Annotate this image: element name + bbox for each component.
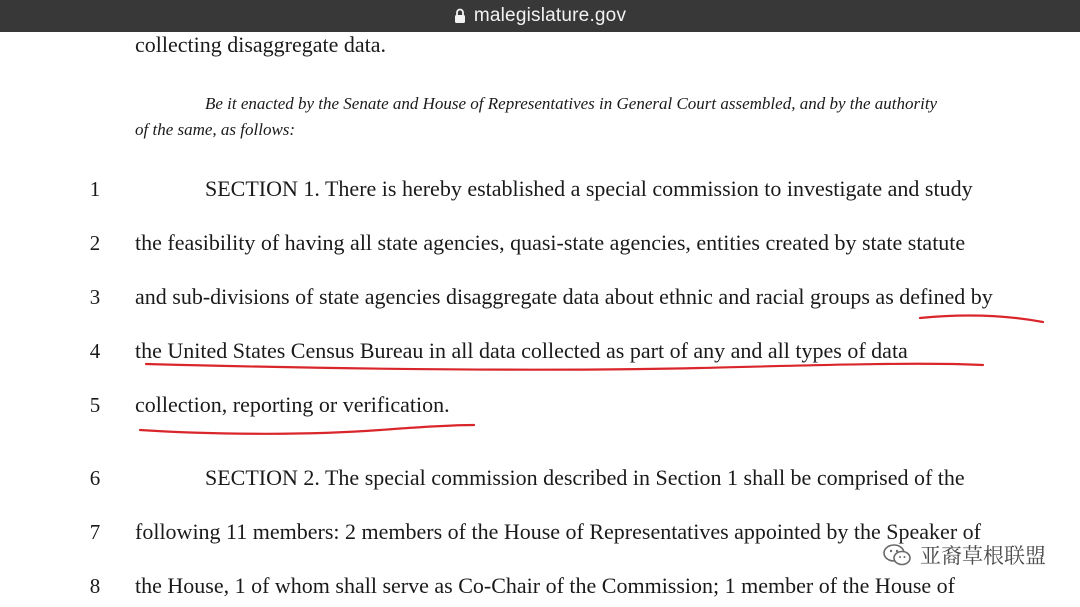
bill-line-text: and sub-divisions of state agencies disaggregate data about ethnic and racial groups as defined by (135, 284, 993, 309)
bill-line-text: the United States Census Bureau in all data collected as part of any and all types of data (135, 338, 908, 363)
watermark-text: 亚裔草根联盟 (920, 544, 1046, 568)
line-number: 8 (89, 574, 101, 598)
line-number: 5 (89, 393, 101, 417)
line-number: 7 (89, 520, 101, 544)
line-number: 2 (89, 231, 101, 255)
bill-line-text: SECTION 2. The special commission described in Section 1 shall be comprised of the (205, 465, 965, 490)
lead-line: collecting disaggregate data. (135, 32, 387, 57)
bill-line-text: the House, 1 of whom shall serve as Co-Chair of the Commission; 1 member of the House of (135, 573, 955, 598)
lock-icon (454, 8, 466, 24)
underline-as-defined-by (920, 315, 1043, 322)
address-bar[interactable] (0, 0, 1080, 32)
underline-census-bureau-line (146, 364, 983, 370)
line-number: 6 (89, 466, 101, 490)
wechat-icon (882, 542, 912, 568)
watermark (882, 540, 1046, 570)
underline-collection-line (140, 425, 474, 434)
url-text: malegislature.gov (473, 5, 627, 26)
line-number: 1 (89, 177, 101, 201)
line-number: 4 (89, 339, 101, 363)
line-number: 3 (89, 285, 101, 309)
enacting-clause-line-2: of the same, as follows: (135, 120, 296, 139)
bill-line-text: SECTION 1. There is hereby established a special commission to investigate and study (205, 176, 973, 201)
bill-line-text: collection, reporting or verification. (135, 392, 450, 417)
bill-line-text: following 11 members: 2 members of the House of Representatives appointed by the Speaker of (135, 519, 981, 544)
enacting-clause-line-1: Be it enacted by the Senate and House of Representatives in General Court assembled, and by the authority (205, 94, 938, 113)
bill-line-text: the feasibility of having all state agencies, quasi-state agencies, entities created by state statute (135, 230, 966, 255)
